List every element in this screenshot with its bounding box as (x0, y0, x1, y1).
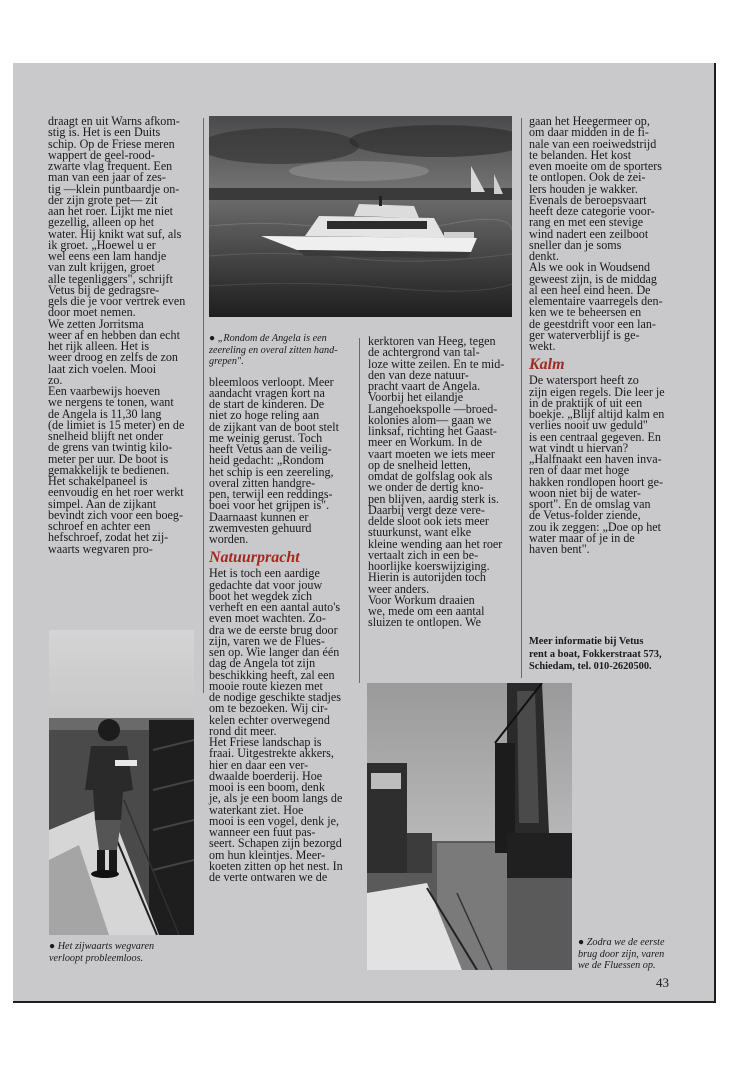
body-text: Voor Workum draaien we, mede om een aantal sluizen te ontlopen. We (368, 592, 485, 630)
info-credit: Meer informatie bij Vetus rent a boat, Fokkerstraat 573, Schiedam, tel. 010-2620500. (529, 636, 662, 672)
body-text: Een vaarbewijs hoeven we nergens te tonen, want de Angela is 11,30 lang (de limiet is 15 meter) en de snelheid blijft net onder de grens van twintig kilo- meter per uur. De boot is gemakkelijk te bedienen. Het schakelpaneel is eenvoudig en het roer werkt simpel. Aan de zijkant bevindt zich voor een boeg- schroef en achter een hefschroef, zodat het zij- waarts wegvaren pro- (48, 384, 185, 556)
deck-photo (49, 630, 194, 935)
body-text: kerktoren van Heeg, tegen de achtergrond van tal- loze witte zeilen. En te mid- den van deze natuur- pracht vaart de Angela. Voorbij het eilandje Langehoekspolle —broed- kolonies alom— gaan we linksaf, richting het Gaast- meer en Workum. In de vaart moeten we iets meer op de snelheid letten, omdat de golfslag ook als we onder de dertig kno- pen blijven, aardig sterk is. Daarbij vergt deze vere- delde sloot ook iets meer stuurkunst, want elke kleine wending aan het roer vertaalt zich in een be- hoorlijke koerswijziging. Hierin is autorijden toch weer anders. (368, 334, 505, 596)
photo-caption: ● Het zijwaarts wegvaren verloopt probleemloos. (49, 941, 155, 964)
column-4 (529, 116, 689, 555)
bullet-icon: ● (578, 937, 585, 948)
body-text: De watersport heeft zo zijn eigen regels. Die leer je in de praktijk of uit een boekje. „Blijf altijd kalm en verlies nooit uw geduld" is een centraal gegeven. En wat vindt u hiervan? „Halfnaakt een haven inva- ren of daar met hoge hakken rondlopen hoort ge- woon niet bij de water- sport". En de omslag van de Vetus-folder ziende, zou ik zeggen: „Doe op het water maar of je in de haven bent". (529, 373, 665, 556)
column-rule (203, 118, 204, 693)
column-1 (48, 116, 203, 555)
body-text: gaan het Heegermeer op, om daar midden in de fi- nale van een roeiwedstrijd te belanden. Het kost even moeite om de sporters te ontlopen. Ook de zei- lers houden je wakker. Evenals de beroepsvaart heeft deze categorie voor- rang en met een stevige wind nadert een zeilboot sneller dan je soms denkt. (529, 114, 662, 263)
column-3 (368, 336, 520, 629)
yacht-photo (209, 116, 512, 317)
body-text: Het Friese landschap is fraai. Uitgestrekte akkers, hier en daar een ver- dwaalde boerderij. Hoe mooi is een boom, denk je, als je een boom langs de waterkant ziet. Hoe mooi is een vogel, denk je, wanneer een fuut pas- seert. Schapen zijn bezorgd om hun kleintjes. Meer- koeten zitten op het nest. In de verte ontwaren we de (209, 735, 343, 884)
page-number: 43 (656, 975, 669, 990)
column-rule (359, 338, 360, 683)
section-heading: Natuurpracht (209, 549, 300, 567)
column-rule (521, 118, 522, 678)
photo-caption: ● „Rondom de Angela is een zeereling en overal zitten hand- grepen". (209, 333, 338, 367)
column-2 (209, 333, 357, 883)
bullet-icon: ● (49, 941, 56, 952)
bullet-icon: ● (209, 333, 216, 344)
drawbridge-photo (367, 683, 572, 970)
body-text: Als we ook in Woudsend geweest zijn, is de middag al een heel eind heen. De elementaire vaarregels den- ken we te beheersen en de geestdrift voor een lan- ger waterverblijf is ge- wekt. (529, 260, 663, 353)
section-heading: Kalm (529, 356, 565, 374)
body-text: Het is toch een aardige gedachte dat voor jouw boot het wegdek zich verheft en een aantal auto's even moet wachten. Zo- dra we de eerste brug door zijn, varen we de Flues- sen op. Wie langer dan één dag de Angela tot zijn beschikking heeft, zal een mooie route kiezen met de nodige geschikte stadjes om te bezoeken. Wij cir- kelen echter overwegend rond dit meer. (209, 566, 341, 738)
photo-caption: ● Zodra we de eerste brug door zijn, varen we de Fluessen op. (578, 937, 665, 971)
body-text: bleemloos verloopt. Meer aandacht vragen kort na de start de kinderen. De niet zo hoge reling aan de zijkant van de boot stelt me weinig gerust. Toch heeft Vetus aan de veilig- heid gedacht: „Rondom het schip is een zeereling, overal zitten handgre- pen, terwijl een reddings- boei voor het grijpen is". Daarnaast kunnen er zwemvesten gehuurd worden. (209, 374, 339, 546)
magazine-page (13, 63, 716, 1003)
body-text: draagt en uit Warns afkom- stig is. Het is een Duits schip. Op de Friese meren wappert de geel-rood- zwarte vlag frequent. Een man van een jaar of zes- tig —klein puntbaardje on- der zijn grote pet— zit aan het roer. Lijkt me niet gezellig, alleen op het water. Hij knikt wat suf, als ik groet. „Hoewel u er wel eens een lam handje van zult krijgen, groet alle tegenliggers", schrijft Vetus bij de gedragsre- gels die je voor vertrek even door moet nemen. We zetten Jorritsma weer af en hebben dan echt het rijk alleen. Het is weer droog en zelfs de zon laat zich voelen. Mooi zo. (48, 114, 186, 387)
